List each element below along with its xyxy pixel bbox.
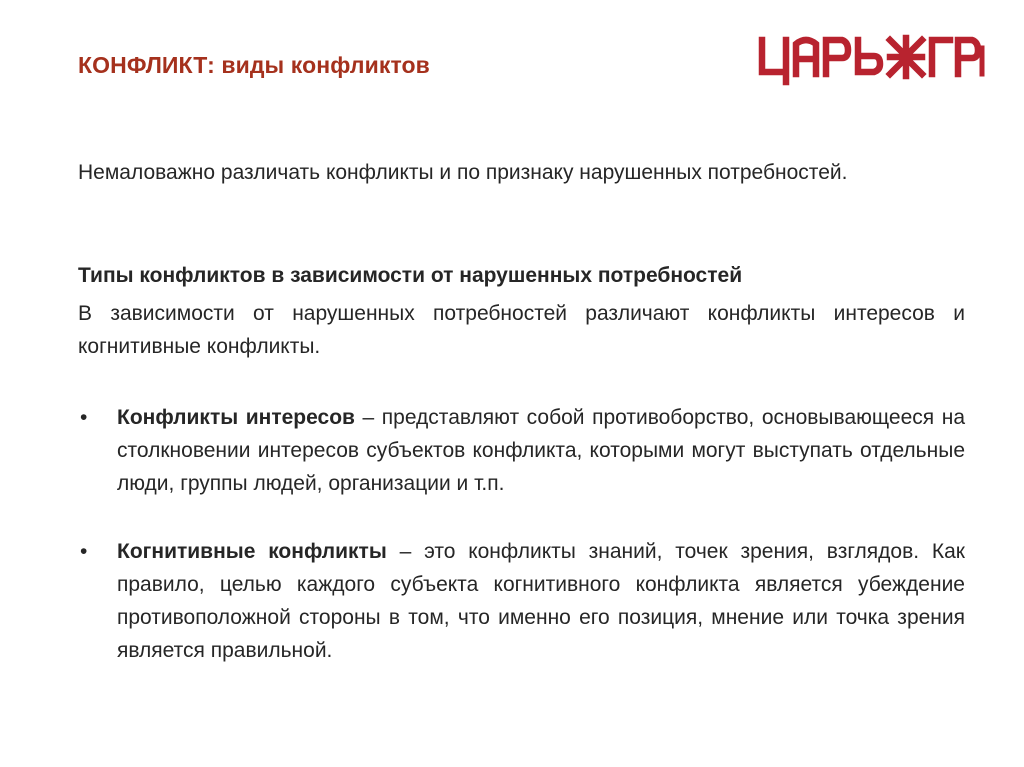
slide-title: КОНФЛИКТ: виды конфликтов xyxy=(78,52,430,78)
bullet-dot: • xyxy=(80,540,88,563)
conflict-types-list xyxy=(78,401,965,667)
tsargrad-logo xyxy=(754,28,990,92)
list-item-cognitive-conflicts xyxy=(78,535,965,667)
bullet-term: Когнитивные конфликты xyxy=(117,540,387,563)
section-subheading: Типы конфликтов в зависимости от нарушенных потребностей xyxy=(78,264,743,287)
intro-paragraph: Немаловажно различать конфликты и по признаку нарушенных потребностей. xyxy=(78,161,848,184)
bullet-dot: • xyxy=(80,406,88,429)
list-item-interest-conflicts xyxy=(78,401,965,500)
bullet-text: – это конфликты знаний, точек зрения, взглядов. Как правило, целью каждого субъекта когнитивного конфликта является убеждение противоположной стороны в том, что именно его позиция, мнение или точка зрения является правильной. xyxy=(117,540,965,662)
needs-paragraph: В зависимости от нарушенных потребностей различают конфликты интересов и когнитивные конфликты. xyxy=(78,302,965,358)
bullet-text: – представляют собой противоборство, основывающееся на столкновении интересов субъектов конфликта, которыми могут выступать отдельные люди, группы людей, организации и т.п. xyxy=(117,406,965,495)
bullet-term: Конфликты интересов xyxy=(117,406,355,429)
